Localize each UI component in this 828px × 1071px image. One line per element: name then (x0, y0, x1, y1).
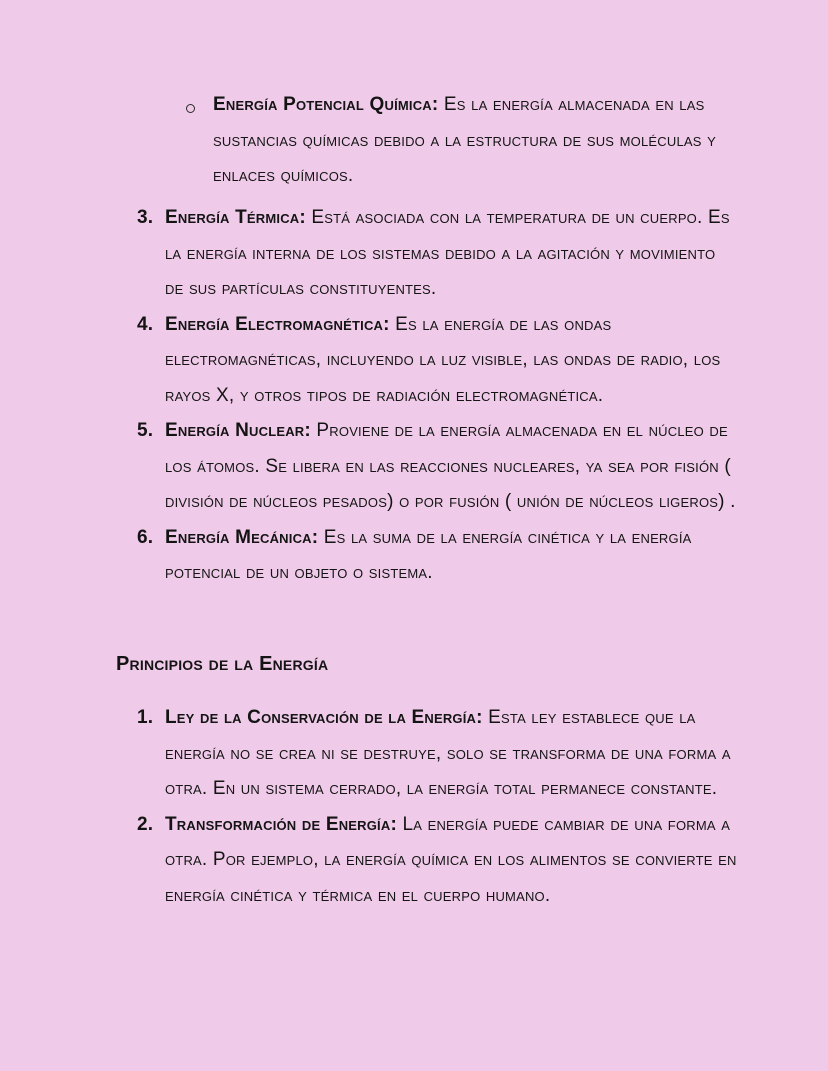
item-description: Esta ley establece que la energía no se crea ni se destruye, solo se transforma de una forma a otra. En un sistema cerrado, la energía total permanece constante. (165, 707, 731, 799)
item-number: 5. (137, 420, 154, 441)
item-term: Transformación de Energía: (165, 813, 397, 835)
energy-principles-list (137, 700, 737, 913)
item-description: La energía puede cambiar de una forma a otra. Por ejemplo, la energía química en los alimentos se convierte en energía cinética y térmica en el cuerpo humano. (165, 813, 737, 906)
item-description: Es la energía de las ondas electromagnéticas, incluyendo la luz visible, las ondas de radio, los rayos X, y otros tipos de radiación electromagnética. (165, 313, 721, 406)
item-term: Energía Mecánica: (165, 526, 319, 548)
item-description: Es la energía almacenada en las sustancias químicas debido a la estructura de sus moléculas y enlaces químicos. (213, 94, 716, 186)
item-number: 2. (137, 813, 154, 835)
item-term: Energía Térmica: (165, 207, 306, 228)
item-term: Energía Electromagnética: (165, 313, 390, 335)
item-number: 4. (137, 313, 154, 335)
item-term: Ley de la Conservación de la Energía: (165, 707, 483, 728)
hollow-circle-bullet-icon (186, 104, 195, 113)
item-number: 1. (137, 707, 154, 728)
item-description: Está asociada con la temperatura de un cuerpo. Es la energía interna de los sistemas debido a la agitación y movimiento de sus partículas constituyentes. (165, 207, 730, 299)
list-item (137, 413, 737, 520)
sub-item-text (213, 87, 746, 194)
item-description: Proviene de la energía almacenada en el núcleo de los átomos. Se libera en las reacciones nucleares, ya sea por fisión ( división de núcleos pesados) o por fusión ( unión de núcleos ligeros) . (165, 420, 736, 512)
sub-list-item (186, 96, 746, 194)
section-heading: Principios de la Energía (116, 653, 329, 675)
item-term: Energía Nuclear: (165, 420, 311, 441)
item-description: Es la suma de la energía cinética y la energía potencial de un objeto o sistema. (165, 526, 692, 583)
list-item (137, 520, 737, 591)
list-item (137, 700, 737, 807)
list-item (137, 200, 737, 307)
list-item (137, 807, 737, 914)
item-number: 3. (137, 207, 154, 228)
list-item (137, 307, 737, 414)
item-number: 6. (137, 526, 154, 548)
energy-types-list (137, 200, 737, 591)
item-term: Energía Potencial Química: (213, 94, 439, 115)
